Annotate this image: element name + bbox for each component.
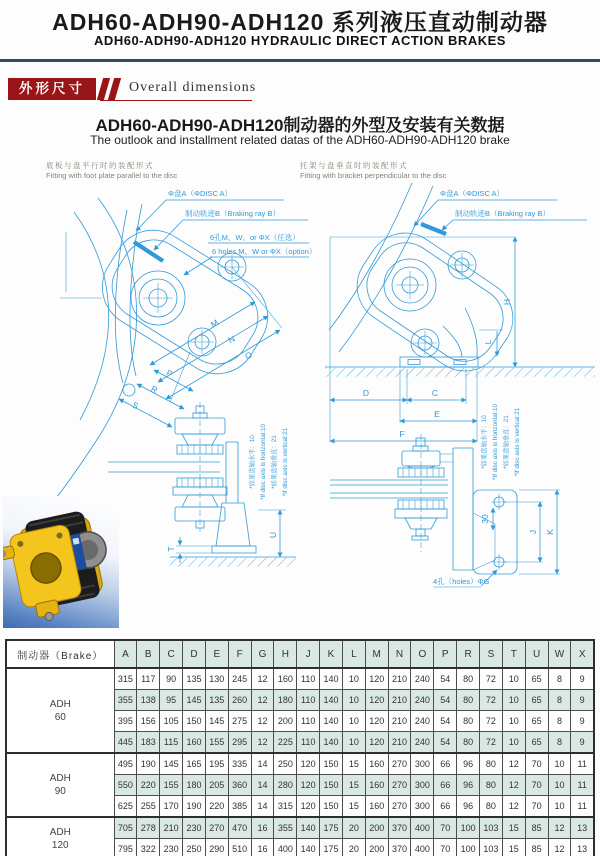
dimension-table-body — [6, 668, 594, 856]
dim-value: 15 — [342, 775, 365, 796]
dim-value: 103 — [480, 817, 503, 839]
dim-value: 240 — [411, 690, 434, 711]
dim-value: 66 — [434, 753, 457, 775]
dim-value: 12 — [251, 711, 274, 732]
header-divider — [0, 59, 600, 62]
dim-value: 160 — [365, 753, 388, 775]
dim-value: 120 — [365, 668, 388, 690]
dim-value: 322 — [137, 839, 160, 856]
dim-label-s: S — [130, 399, 141, 412]
dim-value: 8 — [548, 711, 571, 732]
dim-value: 175 — [320, 839, 343, 856]
dim-value: 205 — [205, 775, 228, 796]
dim-value: 315 — [274, 796, 297, 818]
dim-value: 12 — [502, 775, 525, 796]
brake-model-cell: ADH 60 — [6, 668, 114, 753]
dim-value: 72 — [480, 711, 503, 732]
braking-ray-label: 制动轨迹B（Braking ray B） — [455, 209, 551, 218]
dim-value: 335 — [228, 753, 251, 775]
dim-value: 54 — [434, 668, 457, 690]
dim-value: 14 — [251, 753, 274, 775]
column-header-f: F — [228, 640, 251, 668]
dim-value: 138 — [137, 690, 160, 711]
dim-value: 10 — [502, 711, 525, 732]
note-horizontal-zh: *如果盘轴水平：10 — [249, 435, 256, 489]
dim-value: 240 — [411, 668, 434, 690]
dim-value: 120 — [365, 732, 388, 754]
dim-value: 11 — [571, 753, 594, 775]
dim-value: 240 — [411, 732, 434, 754]
dim-value: 135 — [205, 690, 228, 711]
dim-value: 70 — [525, 753, 548, 775]
dim-value: 445 — [114, 732, 137, 754]
dim-value: 54 — [434, 732, 457, 754]
dim-value: 65 — [525, 711, 548, 732]
dim-value: 9 — [571, 668, 594, 690]
dim-value: 72 — [480, 732, 503, 754]
dim-value: 12 — [502, 796, 525, 818]
dim-value: 270 — [388, 796, 411, 818]
dim-label-j: J — [528, 529, 538, 535]
caption-zh: 托架与盘垂直时的装配形式 — [300, 161, 408, 170]
dim-value: 120 — [297, 796, 320, 818]
dim-value: 150 — [320, 775, 343, 796]
dim-value: 10 — [548, 775, 571, 796]
dim-value: 200 — [365, 839, 388, 856]
column-header-d: D — [183, 640, 206, 668]
dim-value: 270 — [388, 753, 411, 775]
dim-value: 120 — [297, 753, 320, 775]
dim-value: 175 — [320, 817, 343, 839]
page-title: ADH60-ADH90-ADH120 系列液压直动制动器 — [52, 9, 548, 35]
dim-value: 510 — [228, 839, 251, 856]
dim-value: 280 — [274, 775, 297, 796]
note-horizontal-en: *If disc axis is horizontal:10 — [492, 404, 499, 480]
disc-a-label: Φ盘A（ΦDISC A） — [168, 189, 233, 198]
dim-value: 385 — [228, 796, 251, 818]
dim-label-u: U — [268, 531, 278, 539]
dim-value: 66 — [434, 775, 457, 796]
dim-value: 156 — [137, 711, 160, 732]
dim-label-30: 30 — [480, 514, 490, 524]
dim-label-o: O — [243, 349, 254, 362]
diagram-left-caption — [46, 161, 177, 180]
dim-value: 12 — [251, 690, 274, 711]
dim-value: 230 — [183, 817, 206, 839]
dim-value: 270 — [205, 817, 228, 839]
dim-value: 275 — [228, 711, 251, 732]
dim-value: 15 — [342, 753, 365, 775]
dim-value: 70 — [525, 775, 548, 796]
dim-value: 110 — [297, 732, 320, 754]
dim-value: 10 — [502, 668, 525, 690]
brake-column-header: 制动器（Brake） — [6, 640, 114, 668]
dim-value: 245 — [228, 668, 251, 690]
dim-value: 220 — [137, 775, 160, 796]
disc-a-label: Φ盘A（ΦDISC A） — [440, 189, 505, 198]
dim-value: 110 — [297, 668, 320, 690]
dim-value: 210 — [388, 690, 411, 711]
dim-value: 255 — [137, 796, 160, 818]
dim-value: 8 — [548, 732, 571, 754]
dim-value: 65 — [525, 690, 548, 711]
dim-value: 400 — [411, 839, 434, 856]
column-header-m: M — [365, 640, 388, 668]
dim-value: 160 — [274, 668, 297, 690]
holes-label-en: 6 holes M、W or ΦX（option） — [212, 247, 317, 256]
dim-value: 470 — [228, 817, 251, 839]
dim-value: 360 — [228, 775, 251, 796]
dim-value: 110 — [297, 690, 320, 711]
dim-value: 195 — [205, 753, 228, 775]
dim-value: 160 — [365, 775, 388, 796]
column-header-x: X — [571, 640, 594, 668]
dim-value: 260 — [228, 690, 251, 711]
dim-value: 145 — [160, 753, 183, 775]
page-subtitle: ADH60-ADH90-ADH120 HYDRAULIC DIRECT ACTION BRAKES — [94, 33, 506, 48]
dim-value: 10 — [548, 796, 571, 818]
dim-value: 80 — [480, 775, 503, 796]
caption-zh: 底板与盘平行时的装配形式 — [46, 161, 154, 170]
dim-label-n: N — [226, 333, 237, 346]
column-header-g: G — [251, 640, 274, 668]
dim-value: 20 — [342, 839, 365, 856]
dim-value: 495 — [114, 753, 137, 775]
dim-value: 550 — [114, 775, 137, 796]
dim-value: 10 — [548, 753, 571, 775]
dim-value: 66 — [434, 796, 457, 818]
dim-value: 16 — [251, 817, 274, 839]
note-vertical-en: *If disc axis is vertical:21 — [514, 407, 521, 477]
dim-value: 16 — [251, 839, 274, 856]
dim-value: 180 — [274, 690, 297, 711]
dim-value: 250 — [183, 839, 206, 856]
dim-value: 295 — [228, 732, 251, 754]
dim-value: 20 — [342, 817, 365, 839]
dim-value: 150 — [183, 711, 206, 732]
dim-value: 300 — [411, 753, 434, 775]
caliper-body — [325, 218, 595, 385]
dim-value: 355 — [114, 690, 137, 711]
dim-value: 795 — [114, 839, 137, 856]
dim-value: 225 — [274, 732, 297, 754]
dim-value: 10 — [342, 690, 365, 711]
caption-en: Fitting with bracket perpendicular to the disc — [300, 170, 447, 180]
dim-value: 10 — [342, 732, 365, 754]
column-header-t: T — [502, 640, 525, 668]
dim-value: 54 — [434, 711, 457, 732]
column-header-n: N — [388, 640, 411, 668]
column-header-b: B — [137, 640, 160, 668]
dim-value: 400 — [411, 817, 434, 839]
dim-label-c: C — [431, 388, 439, 398]
brake-photo-illustration — [3, 496, 119, 628]
table-row — [6, 753, 594, 775]
dim-value: 135 — [183, 668, 206, 690]
dim-value: 70 — [434, 839, 457, 856]
column-header-c: C — [160, 640, 183, 668]
dim-value: 165 — [183, 753, 206, 775]
table-header-row — [6, 640, 594, 668]
column-header-j: J — [297, 640, 320, 668]
dim-value: 183 — [137, 732, 160, 754]
dim-value: 180 — [183, 775, 206, 796]
dim-value: 160 — [365, 796, 388, 818]
dim-value: 200 — [365, 817, 388, 839]
dim-value: 190 — [183, 796, 206, 818]
dim-value: 15 — [342, 796, 365, 818]
dim-value: 103 — [480, 839, 503, 856]
dim-value: 315 — [114, 668, 137, 690]
badge-underline — [100, 100, 252, 101]
dim-value: 65 — [525, 732, 548, 754]
dim-value: 155 — [205, 732, 228, 754]
dimension-table-wrap — [5, 639, 595, 856]
dim-value: 14 — [251, 775, 274, 796]
dim-value: 160 — [183, 732, 206, 754]
dim-value: 80 — [457, 711, 480, 732]
dim-label-f: F — [399, 429, 405, 439]
dim-value: 12 — [502, 753, 525, 775]
dim-value: 96 — [457, 753, 480, 775]
dim-value: 80 — [457, 690, 480, 711]
dim-value: 12 — [548, 839, 571, 856]
dim-value: 140 — [320, 690, 343, 711]
dim-value: 220 — [205, 796, 228, 818]
dim-label-d: D — [362, 388, 370, 398]
dim-value: 625 — [114, 796, 137, 818]
dim-value: 80 — [480, 796, 503, 818]
dimension-lines-mno — [150, 267, 282, 402]
dim-value: 117 — [137, 668, 160, 690]
dim-value: 80 — [457, 668, 480, 690]
dim-value: 270 — [388, 775, 411, 796]
dim-label-r: R — [149, 383, 160, 396]
section-badge-en: Overall dimensions — [129, 80, 257, 95]
dim-value: 95 — [160, 690, 183, 711]
dim-value: 230 — [160, 839, 183, 856]
dim-value: 12 — [251, 668, 274, 690]
column-header-p: P — [434, 640, 457, 668]
dim-value: 110 — [297, 711, 320, 732]
diagram-right-caption — [300, 161, 446, 180]
dim-value: 54 — [434, 690, 457, 711]
dim-value: 290 — [205, 839, 228, 856]
column-header-l: L — [342, 640, 365, 668]
dim-value: 190 — [137, 753, 160, 775]
dim-value: 10 — [342, 711, 365, 732]
dim-value: 355 — [274, 817, 297, 839]
table-row — [6, 817, 594, 839]
dim-value: 9 — [571, 711, 594, 732]
dim-value: 210 — [388, 732, 411, 754]
dim-value: 85 — [525, 817, 548, 839]
note-vertical-zh: *如果盘轴垂直：21 — [271, 435, 278, 489]
dim-value: 65 — [525, 668, 548, 690]
dim-value: 105 — [160, 711, 183, 732]
column-header-h: H — [274, 640, 297, 668]
dim-value: 705 — [114, 817, 137, 839]
dim-value: 395 — [114, 711, 137, 732]
dim-value: 210 — [388, 711, 411, 732]
dim-value: 120 — [297, 775, 320, 796]
dim-value: 140 — [297, 839, 320, 856]
dim-value: 370 — [388, 817, 411, 839]
column-header-e: E — [205, 640, 228, 668]
dimension-table — [5, 639, 595, 856]
dim-value: 13 — [571, 839, 594, 856]
dim-value: 115 — [160, 732, 183, 754]
dim-value: 12 — [548, 817, 571, 839]
column-header-k: K — [320, 640, 343, 668]
dim-value: 145 — [205, 711, 228, 732]
dim-value: 155 — [160, 775, 183, 796]
dim-value: 10 — [502, 732, 525, 754]
dim-value: 80 — [457, 732, 480, 754]
dim-value: 300 — [411, 775, 434, 796]
dim-label-k: K — [545, 529, 555, 535]
brake-model-cell: ADH 90 — [6, 753, 114, 817]
dim-value: 120 — [365, 711, 388, 732]
column-header-w: W — [548, 640, 571, 668]
dim-value: 240 — [411, 711, 434, 732]
column-header-s: S — [480, 640, 503, 668]
dim-value: 140 — [297, 817, 320, 839]
dim-label-t: T — [166, 546, 176, 552]
dim-label-h: H — [502, 298, 512, 306]
dim-value: 12 — [251, 732, 274, 754]
note-horizontal-en: *If disc axis is horizontal:10 — [260, 424, 267, 500]
dim-value: 210 — [160, 817, 183, 839]
section-heading-zh: ADH60-ADH90-ADH120制动器的外型及安装有关数据 — [95, 116, 505, 135]
dim-value: 140 — [320, 732, 343, 754]
dim-value: 120 — [365, 690, 388, 711]
dim-value: 370 — [388, 839, 411, 856]
dim-value: 100 — [457, 817, 480, 839]
dim-value: 80 — [480, 753, 503, 775]
dim-value: 210 — [388, 668, 411, 690]
dim-value: 170 — [160, 796, 183, 818]
dim-value: 96 — [457, 775, 480, 796]
dim-value: 9 — [571, 690, 594, 711]
dim-value: 70 — [434, 817, 457, 839]
dim-label-e: E — [434, 409, 440, 419]
dim-value: 8 — [548, 690, 571, 711]
badge-stripe — [108, 78, 121, 100]
disc-arcs — [329, 183, 433, 352]
note-vertical-zh: *如果盘轴垂直：21 — [503, 415, 510, 469]
dim-label-l: L — [483, 339, 493, 345]
dim-value: 140 — [320, 668, 343, 690]
dim-value: 90 — [160, 668, 183, 690]
dim-value: 140 — [320, 711, 343, 732]
product-photo — [3, 496, 119, 628]
note-horizontal-zh: *如果盘轴水平：10 — [481, 415, 488, 469]
dim-value: 100 — [457, 839, 480, 856]
column-header-a: A — [114, 640, 137, 668]
side-view — [108, 399, 296, 567]
dimension-lines-lower — [433, 490, 560, 587]
dim-value: 85 — [525, 839, 548, 856]
section-heading-en: The outlook and installment related datas of the ADH60-ADH90-ADH120 brake — [90, 133, 510, 147]
column-header-u: U — [525, 640, 548, 668]
dim-value: 130 — [205, 668, 228, 690]
dim-value: 15 — [502, 839, 525, 856]
dim-value: 400 — [274, 839, 297, 856]
note-vertical-en: *If disc axis is vertical:21 — [282, 427, 289, 497]
dim-value: 150 — [320, 796, 343, 818]
dim-value: 9 — [571, 732, 594, 754]
dim-label-m: M — [208, 317, 221, 330]
column-header-o: O — [411, 640, 434, 668]
dim-value: 200 — [274, 711, 297, 732]
dim-value: 150 — [320, 753, 343, 775]
dim-value: 10 — [342, 668, 365, 690]
holes-label-zh: 6孔M、W、or ΦX（任选） — [210, 233, 300, 242]
dim-value: 14 — [251, 796, 274, 818]
dim-value: 278 — [137, 817, 160, 839]
side-view — [330, 434, 517, 574]
dim-value: 145 — [183, 690, 206, 711]
table-row — [6, 668, 594, 690]
caption-en: Fitting with foot plate parallel to the disc — [46, 170, 178, 180]
dim-value: 96 — [457, 796, 480, 818]
dim-value: 8 — [548, 668, 571, 690]
holes-g-label: 4孔（holes）ΦG — [433, 577, 490, 586]
diagram-right-drawing — [315, 180, 600, 632]
dim-value: 11 — [571, 796, 594, 818]
dim-value: 13 — [571, 817, 594, 839]
dim-value: 72 — [480, 690, 503, 711]
dim-value: 300 — [411, 796, 434, 818]
section-badge: 外形尺寸 — [8, 78, 96, 100]
dimension-lines-prs — [119, 367, 193, 427]
dim-value: 11 — [571, 775, 594, 796]
dim-value: 250 — [274, 753, 297, 775]
brake-model-cell: ADH 120 — [6, 817, 114, 856]
braking-ray-label: 制动轨迹B（Braking ray B） — [185, 209, 281, 218]
dim-value: 70 — [525, 796, 548, 818]
dim-value: 10 — [502, 690, 525, 711]
column-header-r: R — [457, 640, 480, 668]
dim-value: 15 — [502, 817, 525, 839]
dim-label-p: P — [164, 367, 175, 380]
dim-value: 72 — [480, 668, 503, 690]
